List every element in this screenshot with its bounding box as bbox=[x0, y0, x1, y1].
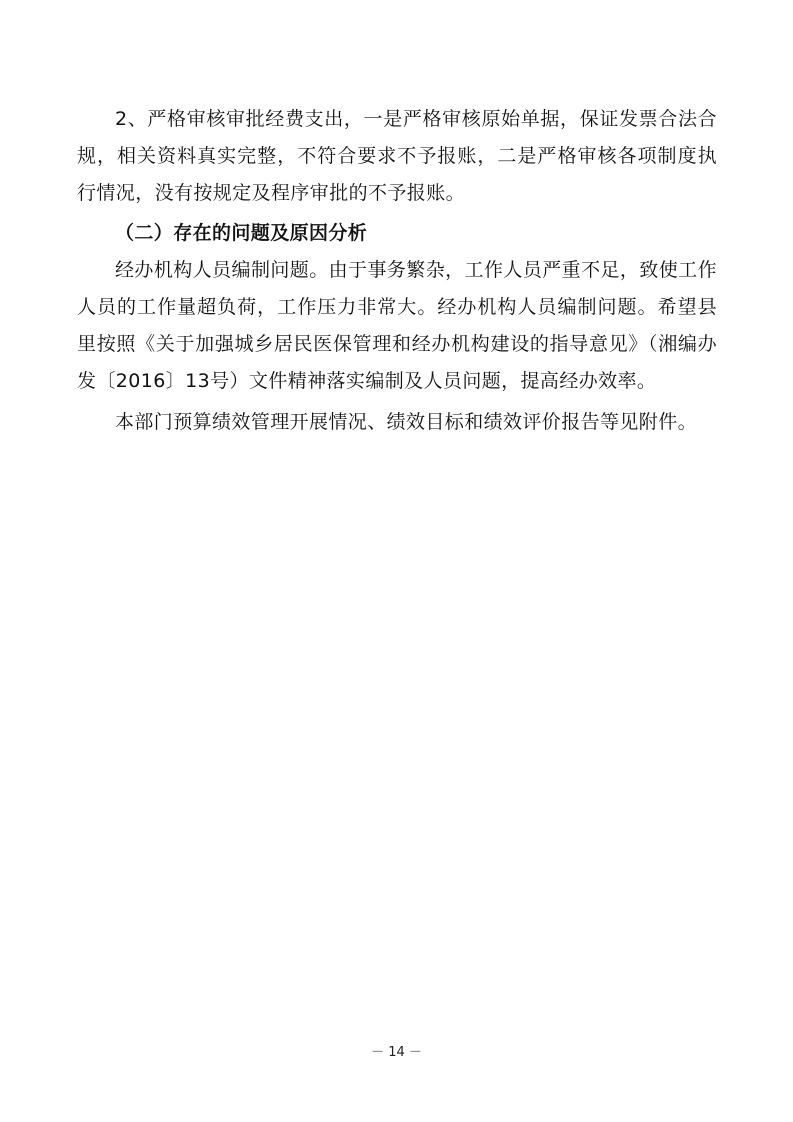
paragraph-staffing-issue: 经办机构人员编制问题。由于事务繁杂，工作人员严重不足，致使工作人员的工作量超负荷，工作压力非常大。经办机构人员编制问题。希望县里按照《关于加强城乡居民医保管理和经办机构建设的指导意见》（湘编办发〔2016〕13号）文件精神落实编制及人员问题，提高经办效率。 bbox=[77, 259, 717, 392]
paragraph-attachment-note: 本部门预算绩效管理开展情况、绩效目标和绩效评价报告等见附件。 bbox=[115, 411, 698, 433]
paragraph-expense-review: 2、严格审核审批经费支出，一是严格审核原始单据，保证发票合法合规，相关资料真实完整，不符合要求不予报账，二是严格审核各项制度执行情况，没有按规定及程序审批的不予报账。 bbox=[77, 108, 717, 204]
page-body bbox=[77, 101, 717, 441]
page-number: － 14 － bbox=[371, 1045, 422, 1060]
section-heading-problems: （二）存在的问题及原因分析 bbox=[115, 222, 368, 244]
